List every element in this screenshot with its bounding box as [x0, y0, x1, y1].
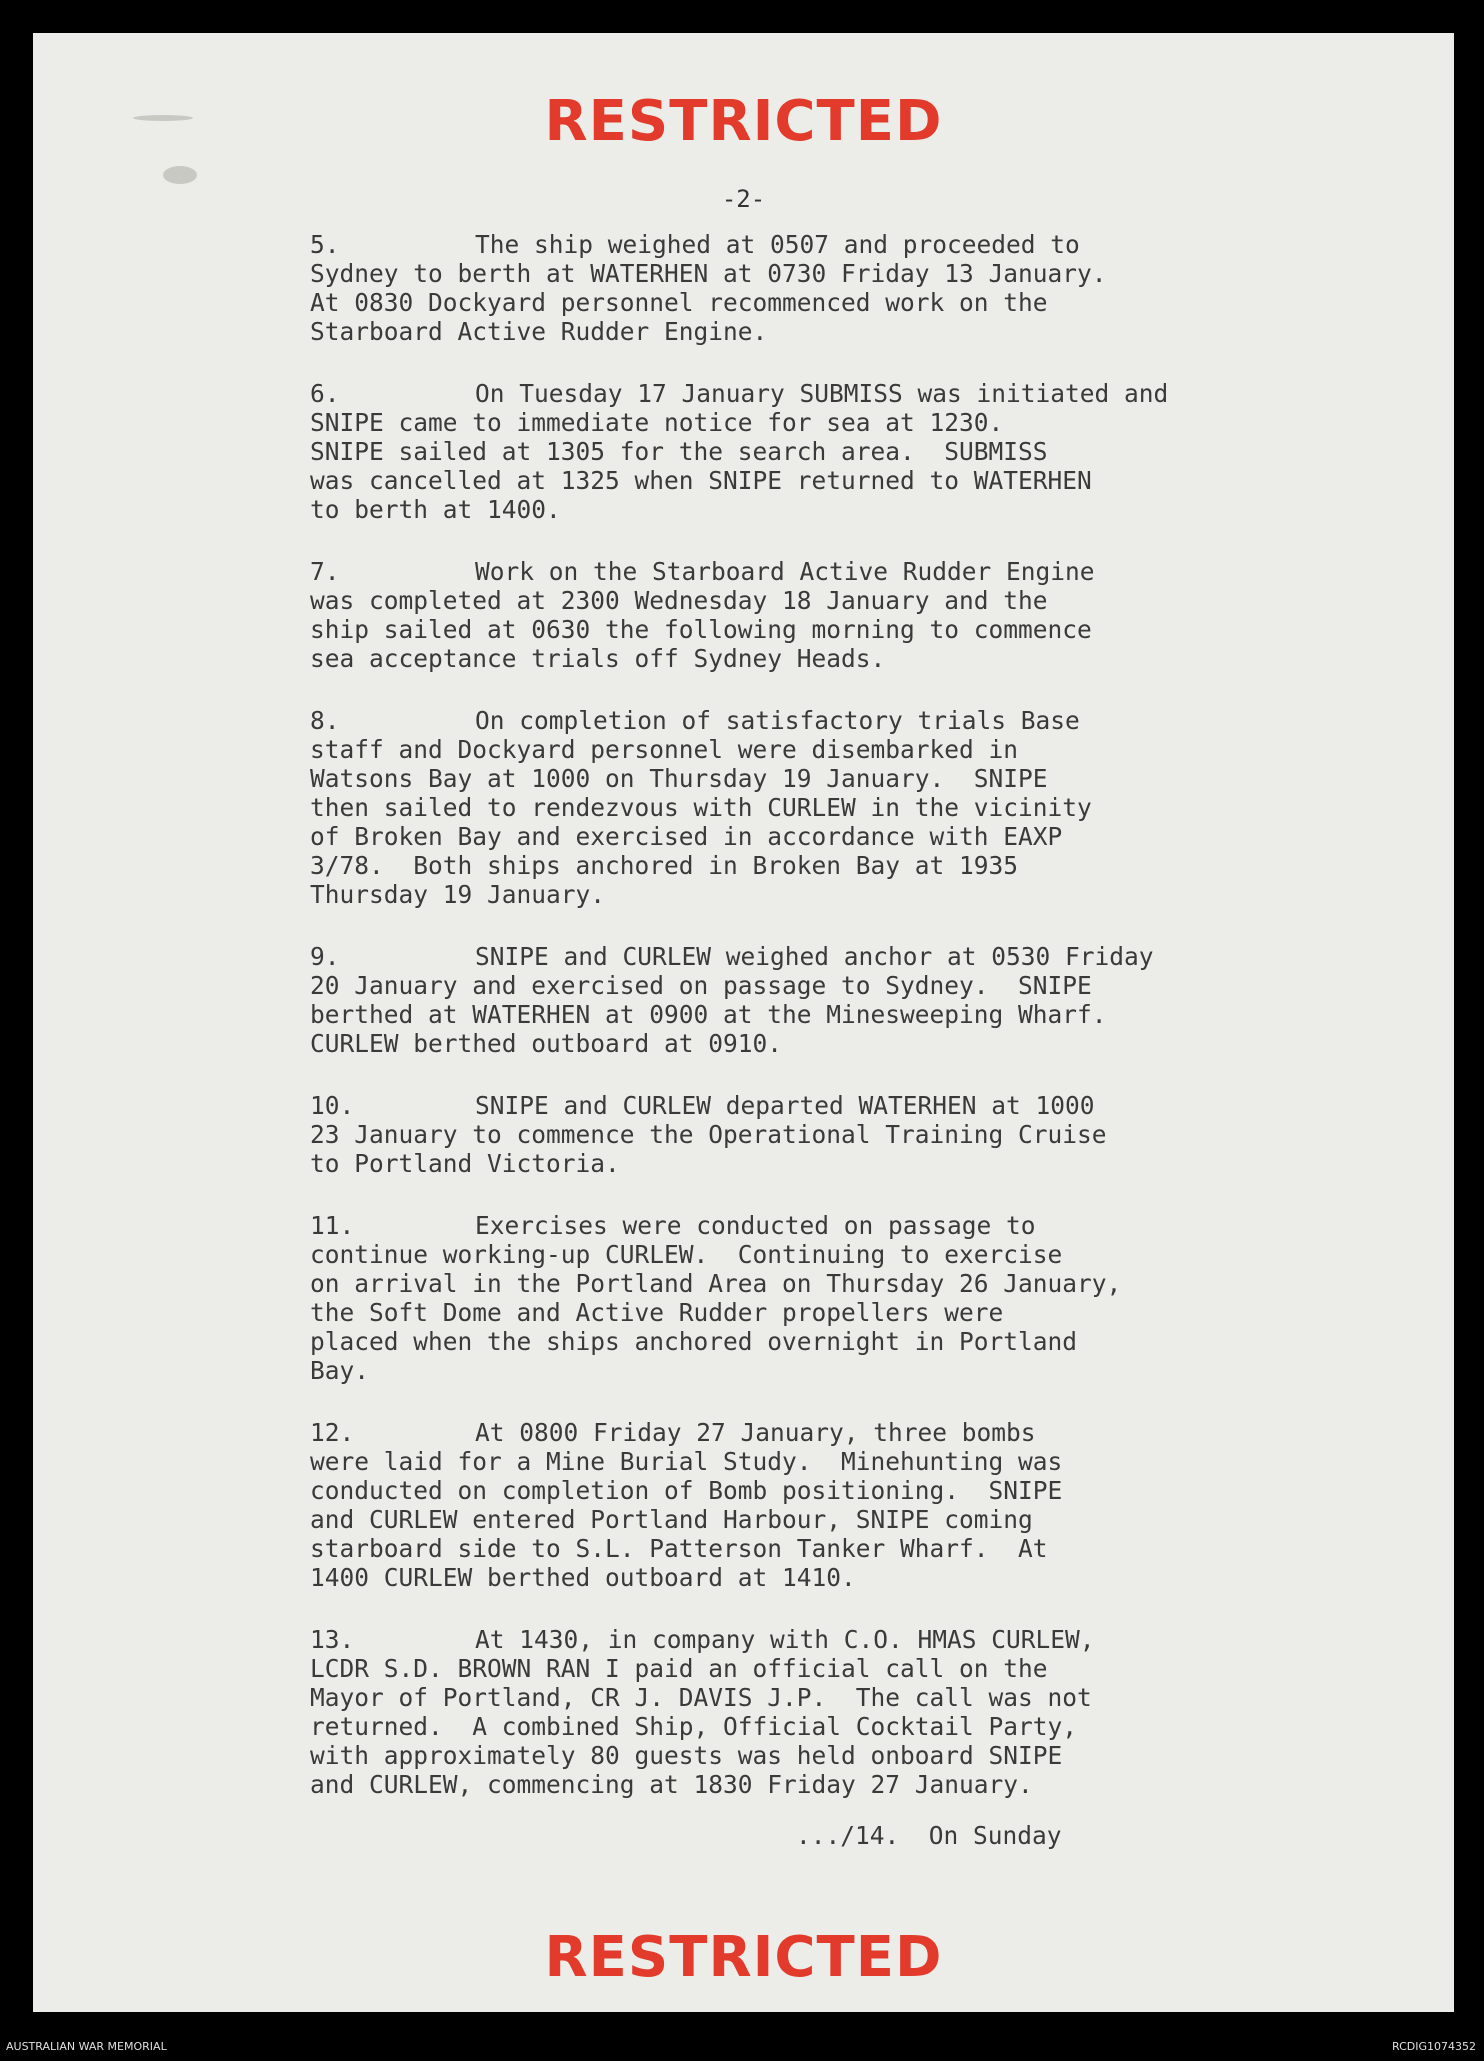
restricted-stamp-top: RESTRICTED — [544, 89, 943, 154]
paragraph-number: 8. — [310, 706, 340, 735]
paragraph-line: Sydney to berth at WATERHEN at 0730 Friday 13 January. — [310, 259, 1107, 288]
paragraph-12 — [310, 1418, 1310, 1592]
paragraph-line: starboard side to S.L. Patterson Tanker Wharf. At — [310, 1534, 1048, 1563]
paragraph-line: sea acceptance trials off Sydney Heads. — [310, 644, 886, 673]
paragraph-line — [310, 1091, 1310, 1120]
paragraph-5 — [310, 230, 1310, 346]
paragraph-text: On Tuesday 17 January SUBMISS was initiated and — [475, 379, 1169, 408]
paragraph-line: At 0830 Dockyard personnel recommenced work on the — [310, 288, 1048, 317]
paragraph-number: 7. — [310, 557, 340, 586]
paragraph-10 — [310, 1091, 1310, 1178]
paragraph-line: conducted on completion of Bomb positioning. SNIPE — [310, 1476, 1063, 1505]
paragraph-line: 1400 CURLEW berthed outboard at 1410. — [310, 1563, 856, 1592]
paragraph-number: 5. — [310, 230, 340, 259]
paragraph-line: Bay. — [310, 1356, 370, 1385]
paragraph-line: ship sailed at 0630 the following morning to commence — [310, 615, 1092, 644]
paragraph-line: of Broken Bay and exercised in accordance with EAXP — [310, 822, 1063, 851]
paragraph-line: and CURLEW, commencing at 1830 Friday 27 January. — [310, 1770, 1033, 1799]
paragraph-text: SNIPE and CURLEW departed WATERHEN at 1000 — [475, 1091, 1095, 1120]
page-number: -2- — [721, 185, 766, 213]
paragraph-8 — [310, 706, 1310, 909]
paragraph-number: 6. — [310, 379, 340, 408]
footer-record-id: RCDIG1074352 — [1391, 2040, 1476, 2053]
paragraph-line — [310, 1211, 1310, 1240]
paragraph-line — [310, 1418, 1310, 1447]
paragraph-line: staff and Dockyard personnel were disembarked in — [310, 735, 1019, 764]
paragraph-number: 9. — [310, 942, 340, 971]
paragraph-9 — [310, 942, 1310, 1058]
paragraph-line: then sailed to rendezvous with CURLEW in the vicinity — [310, 793, 1092, 822]
continuation-note: .../14. On Sunday — [796, 1821, 1062, 1850]
paragraph-number: 10. — [310, 1091, 355, 1120]
paragraph-line: on arrival in the Portland Area on Thursday 26 January, — [310, 1269, 1122, 1298]
paragraph-11 — [310, 1211, 1310, 1385]
paragraph-number: 12. — [310, 1418, 355, 1447]
paragraph-line: Starboard Active Rudder Engine. — [310, 317, 768, 346]
paragraph-line — [310, 379, 1310, 408]
paragraph-text: SNIPE and CURLEW weighed anchor at 0530 Friday — [475, 942, 1154, 971]
paragraph-line: was completed at 2300 Wednesday 18 January and the — [310, 586, 1048, 615]
paragraph-text: At 1430, in company with C.O. HMAS CURLEW, — [475, 1625, 1095, 1654]
paragraph-line: returned. A combined Ship, Official Cocktail Party, — [310, 1712, 1078, 1741]
paragraph-line: continue working-up CURLEW. Continuing to exercise — [310, 1240, 1063, 1269]
paragraph-line: placed when the ships anchored overnight in Portland — [310, 1327, 1078, 1356]
paragraph-line: SNIPE came to immediate notice for sea at 1230. — [310, 408, 1004, 437]
paragraph-line — [310, 942, 1310, 971]
paragraph-line: was cancelled at 1325 when SNIPE returned to WATERHEN — [310, 466, 1092, 495]
punch-mark — [163, 166, 197, 184]
paragraph-line: the Soft Dome and Active Rudder propellers were — [310, 1298, 1004, 1327]
paragraph-text: The ship weighed at 0507 and proceeded to — [475, 230, 1080, 259]
paragraph-line — [310, 1625, 1310, 1654]
paragraph-7 — [310, 557, 1310, 673]
paragraph-line: 20 January and exercised on passage to Sydney. SNIPE — [310, 971, 1092, 1000]
document-body — [310, 230, 1310, 1832]
paragraph-number: 11. — [310, 1211, 355, 1240]
paragraph-line: Watsons Bay at 1000 on Thursday 19 January. SNIPE — [310, 764, 1048, 793]
paragraph-line — [310, 557, 1310, 586]
paragraph-line: 23 January to commence the Operational Training Cruise — [310, 1120, 1107, 1149]
paragraph-13 — [310, 1625, 1310, 1799]
paragraph-line: Mayor of Portland, CR J. DAVIS J.P. The call was not — [310, 1683, 1092, 1712]
paragraph-line: Thursday 19 January. — [310, 880, 606, 909]
paragraph-line — [310, 706, 1310, 735]
paragraph-line: LCDR S.D. BROWN RAN I paid an official call on the — [310, 1654, 1048, 1683]
paragraph-text: Work on the Starboard Active Rudder Engine — [475, 557, 1095, 586]
restricted-stamp-bottom: RESTRICTED — [544, 1925, 943, 1990]
paragraph-line: with approximately 80 guests was held onboard SNIPE — [310, 1741, 1063, 1770]
footer-institution: AUSTRALIAN WAR MEMORIAL — [6, 2040, 167, 2053]
paragraph-line: 3/78. Both ships anchored in Broken Bay at 1935 — [310, 851, 1019, 880]
paragraph-line: were laid for a Mine Burial Study. Minehunting was — [310, 1447, 1063, 1476]
paragraph-text: Exercises were conducted on passage to — [475, 1211, 1036, 1240]
paragraph-number: 13. — [310, 1625, 355, 1654]
paragraph-line: CURLEW berthed outboard at 0910. — [310, 1029, 783, 1058]
paragraph-line: and CURLEW entered Portland Harbour, SNIPE coming — [310, 1505, 1033, 1534]
paragraph-line: SNIPE sailed at 1305 for the search area. SUBMISS — [310, 437, 1048, 466]
paragraph-text: At 0800 Friday 27 January, three bombs — [475, 1418, 1036, 1447]
document-page — [33, 33, 1454, 2012]
paragraph-line — [310, 230, 1310, 259]
paragraph-6 — [310, 379, 1310, 524]
paragraph-line: berthed at WATERHEN at 0900 at the Minesweeping Wharf. — [310, 1000, 1107, 1029]
paragraph-text: On completion of satisfactory trials Base — [475, 706, 1080, 735]
paragraph-line: to berth at 1400. — [310, 495, 561, 524]
paragraph-line: to Portland Victoria. — [310, 1149, 620, 1178]
